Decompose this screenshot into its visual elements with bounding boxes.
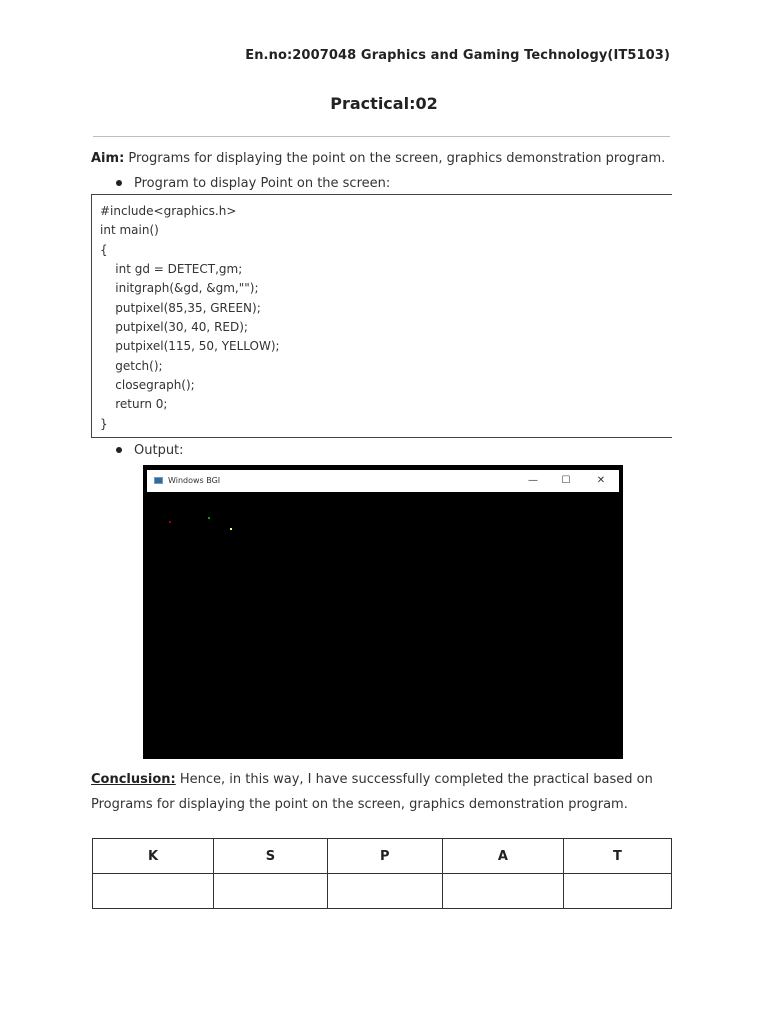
grading-value-k[interactable] — [93, 874, 214, 909]
code-line: } — [100, 417, 108, 431]
header-enrollment-course: En.no:2007048 Graphics and Gaming Technology(IT5103) — [245, 48, 670, 63]
aim-text: Programs for displaying the point on the screen, graphics demonstration program. — [124, 151, 666, 166]
bgi-canvas — [147, 492, 619, 756]
bullet-program — [116, 176, 390, 191]
bullet-dot-icon — [116, 447, 122, 453]
code-block — [91, 194, 672, 438]
output-pixel — [230, 528, 232, 530]
aim-label: Aim: — [91, 151, 125, 166]
bgi-window — [147, 470, 619, 756]
code-line: #include<graphics.h> — [100, 204, 237, 218]
output-screenshot — [143, 465, 623, 759]
code-line: putpixel(85,35, GREEN); — [100, 301, 261, 315]
maximize-icon[interactable]: ☐ — [561, 475, 571, 486]
bullet-output-text: Output: — [134, 443, 184, 458]
grading-table — [92, 838, 672, 909]
bgi-window-titlebar — [147, 470, 619, 492]
conclusion-label: Conclusion: — [91, 772, 176, 787]
grading-header-p: P — [327, 839, 442, 874]
grading-header-k: K — [93, 839, 214, 874]
bullet-dot-icon — [116, 180, 122, 186]
grading-value-s[interactable] — [214, 874, 328, 909]
grading-value-row — [93, 874, 672, 909]
bullet-program-text: Program to display Point on the screen: — [134, 176, 391, 191]
code-line: getch(); — [100, 359, 163, 373]
code-line: initgraph(&gd, &gm,""); — [100, 281, 259, 295]
close-icon[interactable]: ✕ — [596, 475, 606, 486]
aim-paragraph — [91, 151, 665, 166]
minimize-icon[interactable]: — — [528, 475, 538, 486]
grading-header-a: A — [442, 839, 563, 874]
conclusion-paragraph — [91, 767, 681, 817]
code-line: putpixel(115, 50, YELLOW); — [100, 339, 280, 353]
output-pixel — [169, 521, 171, 523]
grading-value-p[interactable] — [327, 874, 442, 909]
conclusion-text: Hence, in this way, I have successfully completed the practical based on Programs for displaying the point on the screen, graphics demonstration program. — [91, 772, 653, 812]
bullet-output — [116, 443, 184, 458]
code-line: int gd = DETECT,gm; — [100, 262, 243, 276]
grading-value-t[interactable] — [563, 874, 671, 909]
code-line: return 0; — [100, 397, 168, 411]
grading-value-a[interactable] — [442, 874, 563, 909]
code-line: closegraph(); — [100, 378, 195, 392]
output-pixel — [208, 517, 210, 519]
app-icon — [154, 477, 163, 484]
title-divider — [93, 136, 670, 137]
bgi-window-title: Windows BGI — [168, 476, 221, 485]
code-line: putpixel(30, 40, RED); — [100, 320, 248, 334]
grading-header-s: S — [214, 839, 328, 874]
code-line: int main() — [100, 223, 159, 237]
page-title: Practical:02 — [330, 94, 438, 113]
grading-header-row — [93, 839, 672, 874]
code-line: { — [100, 243, 108, 257]
grading-header-t: T — [563, 839, 671, 874]
